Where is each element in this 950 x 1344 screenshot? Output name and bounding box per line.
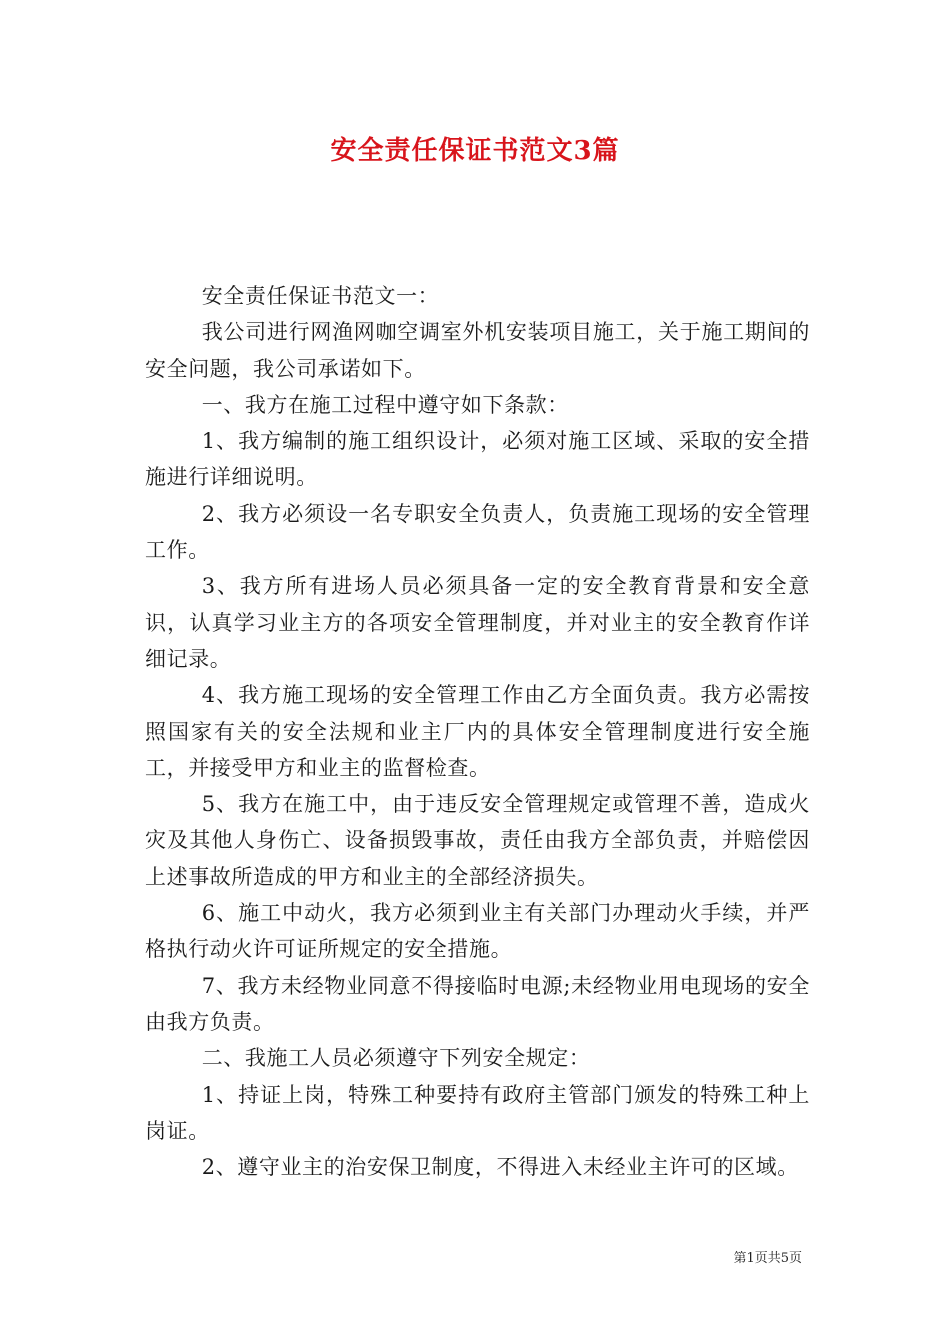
paragraph: 1、我方编制的施工组织设计，必须对施工区域、采取的安全措施进行详细说明。 [145, 429, 810, 490]
paragraph: 二、我施工人员必须遵守下列安全规定： [201, 1046, 591, 1071]
page-number: 第1页共5页 [733, 1251, 802, 1266]
paragraph: 一、我方在施工过程中遵守如下条款： [201, 392, 569, 417]
document-title: 安全责任保证书范文3篇 [330, 136, 620, 166]
paragraph: 1、持证上岗，特殊工种要持有政府主管部门颁发的特殊工种上岗证。 [145, 1082, 810, 1143]
paragraph: 3、我方所有进场人员必须具备一定的安全教育背景和安全意识，认真学习业主方的各项安全管理制度，并对业主的安全教育作详细记录。 [145, 574, 810, 671]
paragraph: 2、我方必须设一名专职安全负责人，负责施工现场的安全管理工作。 [145, 501, 810, 563]
paragraph: 安全责任保证书范文一： [201, 284, 440, 308]
paragraph: 4、我方施工现场的安全管理工作由乙方全面负责。我方必需按照国家有关的安全法规和业主厂内的具体安全管理制度进行安全施工，并接受甲方和业主的监督检查。 [145, 683, 810, 780]
paragraph: 我公司进行网渔网咖空调室外机安装项目施工，关于施工期间的安全问题，我公司承诺如下。 [145, 320, 810, 381]
paragraph: 6、施工中动火，我方必须到业主有关部门办理动火手续，并严格执行动火许可证所规定的安全措施。 [145, 901, 810, 962]
paragraph: 2、遵守业主的治安保卫制度，不得进入未经业主许可的区域。 [201, 1155, 799, 1180]
document-body [145, 278, 810, 1185]
paragraph: 7、我方未经物业同意不得接临时电源;未经物业用电现场的安全由我方负责。 [145, 973, 810, 1034]
paragraph: 5、我方在施工中，由于违反安全管理规定或管理不善，造成火灾及其他人身伤亡、设备损毁事故，责任由我方全部负责，并赔偿因上述事故所造成的甲方和业主的全部经济损失。 [145, 792, 810, 889]
